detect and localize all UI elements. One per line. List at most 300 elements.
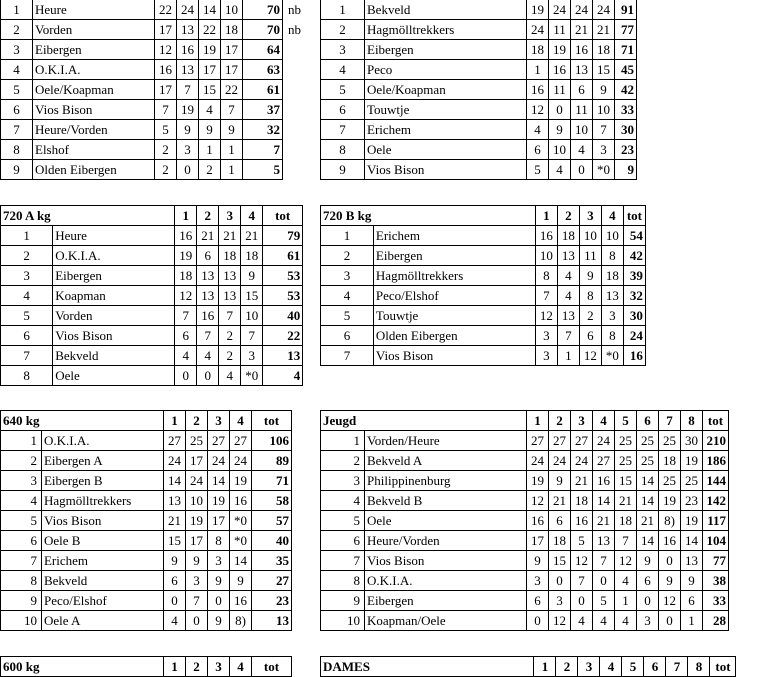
session-score: 3 [535, 346, 557, 366]
session-score: 1 [527, 60, 549, 80]
class-title: 600 kg [1, 657, 42, 677]
session-score: 13 [571, 60, 593, 80]
session-header: 7 [659, 411, 681, 431]
session-score: 18 [549, 531, 571, 551]
session-score: 14 [681, 531, 703, 551]
session-score: 4 [615, 611, 637, 631]
session-header: 8 [681, 411, 703, 431]
session-score: 17 [155, 20, 177, 40]
session-score: 9 [549, 471, 571, 491]
team-row [1, 551, 292, 571]
title-gap [53, 206, 175, 226]
session-score: *0 [601, 346, 623, 366]
total-score: 106 [251, 431, 291, 451]
session-score: 9 [163, 551, 185, 571]
standings-table-t6 [320, 410, 729, 631]
team-row [1, 591, 292, 611]
session-score: 6 [571, 80, 593, 100]
session-score: 15 [199, 80, 221, 100]
team-name: Vorden/Heure [365, 431, 527, 451]
session-score: 13 [593, 531, 615, 551]
session-score: 10 [593, 100, 615, 120]
session-score: 19 [527, 471, 549, 491]
team-name: Oele/Koapman [365, 80, 527, 100]
session-score: 4 [175, 346, 197, 366]
team-name: O.K.I.A. [365, 571, 527, 591]
session-score: 16 [155, 60, 177, 80]
session-score: 30 [681, 431, 703, 451]
session-score: 17 [221, 40, 243, 60]
rank: 7 [321, 120, 365, 140]
session-score: 10 [241, 306, 263, 326]
standings-table-t7 [0, 656, 292, 677]
rank: 3 [1, 471, 42, 491]
total-score: 23 [251, 591, 291, 611]
session-score: 12 [571, 551, 593, 571]
team-row [1, 511, 292, 531]
session-score: 9 [207, 571, 229, 591]
team-name: Oele [365, 140, 527, 160]
session-score: 3 [177, 140, 199, 160]
team-name: Eibergen [53, 266, 175, 286]
session-score: 9 [241, 266, 263, 286]
total-score: 32 [243, 120, 283, 140]
session-score: 21 [197, 226, 219, 246]
standings-table-t8 [320, 656, 736, 677]
session-header: 4 [600, 657, 622, 677]
team-name: O.K.I.A. [41, 431, 163, 451]
session-score: 1 [681, 611, 703, 631]
team-row [1, 326, 303, 346]
session-score: 17 [185, 531, 207, 551]
session-score: 13 [177, 20, 199, 40]
team-row [1, 531, 292, 551]
total-score: 64 [243, 40, 283, 60]
session-header: 1 [175, 206, 197, 226]
team-name: Eibergen A [41, 451, 163, 471]
team-row [1, 451, 292, 471]
session-score: 12 [659, 591, 681, 611]
session-score: 9 [199, 120, 221, 140]
session-score: 18 [241, 246, 263, 266]
session-score: 9 [549, 120, 571, 140]
rank: 8 [321, 140, 365, 160]
team-row [1, 60, 283, 80]
team-name: Heure [53, 226, 175, 246]
session-header: 4 [241, 206, 263, 226]
team-name: Hagmölltrekkers [365, 20, 527, 40]
team-row [321, 491, 729, 511]
total-score: 40 [263, 306, 303, 326]
session-score: 9 [185, 551, 207, 571]
team-row [321, 511, 729, 531]
session-score: 21 [163, 511, 185, 531]
session-score: 12 [579, 346, 601, 366]
session-score: 22 [199, 20, 221, 40]
team-row [1, 571, 292, 591]
total-score: 63 [243, 60, 283, 80]
rank: 4 [1, 491, 42, 511]
session-score: 4 [615, 571, 637, 591]
session-score: 24 [207, 451, 229, 471]
session-score: 3 [593, 140, 615, 160]
team-row [321, 0, 637, 20]
header-row [1, 657, 292, 677]
session-score: 10 [571, 120, 593, 140]
team-row [321, 20, 637, 40]
team-row [1, 20, 283, 40]
team-row [321, 60, 637, 80]
session-score: 25 [185, 431, 207, 451]
session-score: 4 [571, 140, 593, 160]
session-score: 11 [549, 20, 571, 40]
session-score: 10 [221, 0, 243, 20]
session-score: 16 [175, 226, 197, 246]
session-score: 7 [535, 286, 557, 306]
standings-table-t1 [0, 0, 283, 180]
session-score: 27 [163, 431, 185, 451]
rank: 4 [321, 60, 365, 80]
team-row [1, 286, 303, 306]
session-score: 0 [659, 551, 681, 571]
rank: 6 [321, 100, 365, 120]
team-name: Eibergen [365, 40, 527, 60]
session-score: 22 [155, 0, 177, 20]
session-score: 12 [615, 551, 637, 571]
rank: 7 [321, 346, 374, 366]
total-score: 22 [263, 326, 303, 346]
team-row [321, 611, 729, 631]
session-header: 3 [207, 657, 229, 677]
team-row [321, 286, 646, 306]
session-score: 25 [637, 431, 659, 451]
session-score: 6 [637, 571, 659, 591]
team-name: Vios Bison [41, 511, 163, 531]
total-score: 38 [703, 571, 729, 591]
rank: 9 [321, 160, 365, 180]
team-name: Olden Eibergen [373, 326, 535, 346]
session-score: 19 [199, 40, 221, 60]
session-score: 0 [549, 571, 571, 591]
session-score: 13 [557, 306, 579, 326]
session-score: *0 [229, 531, 251, 551]
session-score: 2 [219, 346, 241, 366]
session-score: 21 [219, 226, 241, 246]
session-score: 13 [601, 286, 623, 306]
rank: 1 [321, 431, 365, 451]
team-row [1, 366, 303, 386]
rank: 1 [1, 431, 42, 451]
rank: 4 [321, 286, 374, 306]
total-score: 104 [703, 531, 729, 551]
session-score: 21 [637, 511, 659, 531]
session-score: 19 [175, 246, 197, 266]
session-score: 18 [601, 266, 623, 286]
title-gap [365, 411, 527, 431]
total-score: 28 [703, 611, 729, 631]
rank: 2 [321, 451, 365, 471]
total-score: 32 [623, 286, 645, 306]
total-score: 30 [615, 120, 637, 140]
team-row [1, 611, 292, 631]
session-score: 7 [593, 551, 615, 571]
class-title: Jeugd [321, 411, 365, 431]
session-score: 27 [527, 431, 549, 451]
session-score: 14 [637, 471, 659, 491]
session-score: 18 [219, 246, 241, 266]
rank: 8 [1, 140, 33, 160]
team-name: Oele A [41, 611, 163, 631]
team-name: Peco [365, 60, 527, 80]
team-name: Erichem [365, 120, 527, 140]
session-header: 1 [163, 411, 185, 431]
session-score: 16 [229, 491, 251, 511]
session-score: 25 [637, 451, 659, 471]
session-score: 24 [571, 451, 593, 471]
title-gap [41, 411, 163, 431]
rank: 5 [1, 306, 53, 326]
session-score: 18 [593, 40, 615, 60]
team-row [1, 346, 303, 366]
session-score: 21 [593, 511, 615, 531]
session-score: 21 [549, 491, 571, 511]
session-score: 27 [207, 431, 229, 451]
session-score: 6 [549, 511, 571, 531]
session-score: 5 [527, 160, 549, 180]
session-score: 3 [601, 306, 623, 326]
team-row [321, 531, 729, 551]
session-score: 11 [579, 246, 601, 266]
session-header: 1 [527, 411, 549, 431]
session-header: 7 [666, 657, 688, 677]
session-score: 8 [579, 286, 601, 306]
session-score: 4 [527, 120, 549, 140]
team-row [1, 246, 303, 266]
session-score: 10 [185, 491, 207, 511]
team-name: Peco/Elshof [41, 591, 163, 611]
total-score: 210 [703, 431, 729, 451]
header-row [321, 657, 736, 677]
session-score: 24 [593, 431, 615, 451]
session-score: 10 [601, 226, 623, 246]
session-score: 25 [659, 471, 681, 491]
session-score: 24 [549, 0, 571, 20]
session-score: 14 [229, 551, 251, 571]
session-score: 6 [527, 140, 549, 160]
rank: 8 [321, 571, 365, 591]
session-score: 7 [219, 306, 241, 326]
session-score: 12 [527, 100, 549, 120]
session-score: 13 [219, 286, 241, 306]
total-score: 61 [243, 80, 283, 100]
session-score: 16 [535, 226, 557, 246]
session-score: 0 [571, 160, 593, 180]
session-score: 11 [571, 100, 593, 120]
total-score: 70 [243, 20, 283, 40]
rank: 1 [1, 0, 33, 20]
session-score: 2 [155, 140, 177, 160]
class-title: 720 A kg [1, 206, 53, 226]
team-name: Vios Bison [365, 551, 527, 571]
session-header: 1 [163, 657, 185, 677]
session-score: 0 [659, 611, 681, 631]
total-header: tot [251, 411, 291, 431]
total-score: 33 [615, 100, 637, 120]
team-name: Eibergen B [41, 471, 163, 491]
rank: 8 [1, 571, 42, 591]
rank: 6 [1, 326, 53, 346]
team-name: Oele [365, 511, 527, 531]
rank: 9 [1, 160, 33, 180]
rank: 6 [1, 531, 42, 551]
team-name: Touwtje [365, 100, 527, 120]
total-score: 71 [251, 471, 291, 491]
team-row [321, 160, 637, 180]
team-row [1, 140, 283, 160]
session-score: 10 [579, 226, 601, 246]
rank: 4 [1, 60, 33, 80]
session-score: 3 [241, 346, 263, 366]
session-score: 15 [615, 471, 637, 491]
rank: 3 [321, 266, 374, 286]
session-score: 24 [527, 451, 549, 471]
session-header: 3 [571, 411, 593, 431]
session-score: 7 [571, 571, 593, 591]
header-row [1, 411, 292, 431]
session-score: 0 [197, 366, 219, 386]
title-gap [373, 206, 535, 226]
rank: 5 [1, 80, 33, 100]
rank: 1 [321, 0, 365, 20]
team-row [321, 571, 729, 591]
session-score: 12 [155, 40, 177, 60]
title-gap [372, 657, 534, 677]
rank: 1 [1, 226, 53, 246]
session-header: 5 [615, 411, 637, 431]
team-name: Koapman [53, 286, 175, 306]
rank: 7 [1, 551, 42, 571]
total-score: 89 [251, 451, 291, 471]
session-score: 16 [593, 471, 615, 491]
team-row [321, 451, 729, 471]
team-name: Erichem [373, 226, 535, 246]
session-score: 15 [163, 531, 185, 551]
session-score: 14 [637, 491, 659, 511]
session-score: 16 [549, 60, 571, 80]
session-score: 8 [535, 266, 557, 286]
session-score: 24 [185, 471, 207, 491]
session-score: *0 [229, 511, 251, 531]
team-name: Olden Eibergen [33, 160, 155, 180]
session-score: 13 [177, 60, 199, 80]
session-score: 12 [549, 611, 571, 631]
session-score: 19 [659, 491, 681, 511]
session-score: *0 [241, 366, 263, 386]
session-score: 18 [527, 40, 549, 60]
total-score: 186 [703, 451, 729, 471]
rank: 5 [1, 511, 42, 531]
session-score: 19 [207, 491, 229, 511]
session-score: 6 [197, 246, 219, 266]
total-score: 58 [251, 491, 291, 511]
session-score: 19 [185, 511, 207, 531]
session-score: 14 [593, 491, 615, 511]
total-score: 30 [623, 306, 645, 326]
total-score: 4 [263, 366, 303, 386]
session-score: 4 [549, 160, 571, 180]
team-name: Bekveld [365, 0, 527, 20]
rank: 10 [321, 611, 365, 631]
header-row [321, 206, 646, 226]
session-score: 7 [241, 326, 263, 346]
session-score: 5 [155, 120, 177, 140]
team-row [321, 266, 646, 286]
team-row [321, 326, 646, 346]
team-row [321, 226, 646, 246]
session-score: 9 [659, 571, 681, 591]
session-score: 24 [571, 0, 593, 20]
team-name: Vios Bison [373, 346, 535, 366]
session-score: 16 [527, 80, 549, 100]
total-score: 57 [251, 511, 291, 531]
session-header: 2 [197, 206, 219, 226]
team-row [1, 471, 292, 491]
session-score: 12 [175, 286, 197, 306]
session-score: 2 [155, 160, 177, 180]
session-score: 27 [571, 431, 593, 451]
team-name: Vorden [33, 20, 155, 40]
session-score: 7 [175, 306, 197, 326]
session-score: 9 [637, 551, 659, 571]
header-row [1, 206, 303, 226]
team-row [1, 100, 283, 120]
session-score: 0 [549, 100, 571, 120]
session-score: 17 [207, 511, 229, 531]
session-score: 21 [593, 20, 615, 40]
session-score: 24 [177, 0, 199, 20]
row-note: nb [288, 2, 301, 17]
session-score: 0 [207, 591, 229, 611]
rank: 3 [1, 266, 53, 286]
session-score: 7 [221, 100, 243, 120]
team-name: Bekveld [53, 346, 175, 366]
session-score: 16 [527, 511, 549, 531]
team-name: Oele [53, 366, 175, 386]
rank: 7 [1, 120, 33, 140]
team-name: Erichem [41, 551, 163, 571]
session-score: 1 [199, 140, 221, 160]
session-score: 0 [593, 571, 615, 591]
rank: 6 [321, 326, 374, 346]
session-score: 2 [199, 160, 221, 180]
session-score: 3 [185, 571, 207, 591]
team-row [1, 226, 303, 246]
team-row [321, 246, 646, 266]
total-header: tot [710, 657, 736, 677]
team-row [1, 266, 303, 286]
team-name: Oele/Koapman [33, 80, 155, 100]
total-score: 53 [263, 286, 303, 306]
total-score: 7 [243, 140, 283, 160]
rank: 7 [321, 551, 365, 571]
team-row [321, 471, 729, 491]
session-score: 24 [229, 451, 251, 471]
total-score: 144 [703, 471, 729, 491]
session-score: 9 [527, 551, 549, 571]
rank: 9 [1, 591, 42, 611]
team-name: Eibergen [33, 40, 155, 60]
session-header: 4 [601, 206, 623, 226]
